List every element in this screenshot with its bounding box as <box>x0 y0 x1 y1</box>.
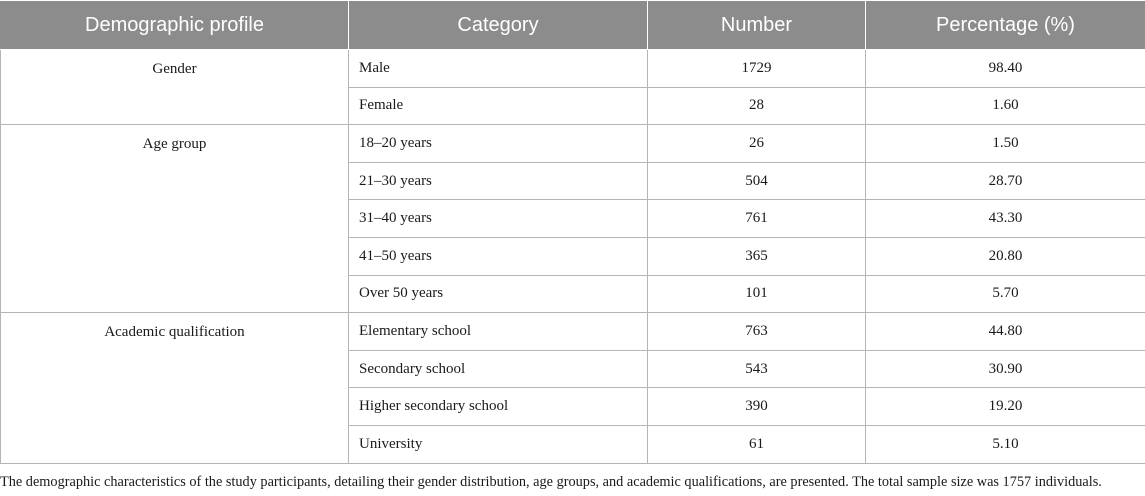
category-cell: Secondary school <box>349 350 648 388</box>
percentage-cell: 43.30 <box>866 200 1145 238</box>
group-label-gender: Gender <box>1 50 349 125</box>
number-cell: 26 <box>648 125 866 163</box>
percentage-cell: 44.80 <box>866 313 1145 351</box>
percentage-cell: 98.40 <box>866 50 1145 88</box>
number-cell: 101 <box>648 275 866 313</box>
number-cell: 763 <box>648 313 866 351</box>
table-header <box>1 1 1145 50</box>
category-cell: University <box>349 425 648 463</box>
category-cell: 31–40 years <box>349 200 648 238</box>
header-number: Number <box>648 1 866 50</box>
table-row <box>1 313 1145 351</box>
percentage-cell: 5.70 <box>866 275 1145 313</box>
category-cell: 41–50 years <box>349 237 648 275</box>
number-cell: 504 <box>648 162 866 200</box>
number-cell: 28 <box>648 87 866 125</box>
table-row <box>1 125 1145 163</box>
category-cell: Female <box>349 87 648 125</box>
percentage-cell: 1.60 <box>866 87 1145 125</box>
table-caption: The demographic characteristics of the study participants, detailing their gender distribution, age groups, and academic qualifications, are presented. The total sample size was 1757 individuals. <box>0 474 1102 490</box>
percentage-cell: 30.90 <box>866 350 1145 388</box>
percentage-cell: 5.10 <box>866 425 1145 463</box>
number-cell: 390 <box>648 388 866 426</box>
number-cell: 761 <box>648 200 866 238</box>
category-cell: Higher secondary school <box>349 388 648 426</box>
category-cell: 21–30 years <box>349 162 648 200</box>
percentage-cell: 20.80 <box>866 237 1145 275</box>
header-percentage: Percentage (%) <box>866 1 1145 50</box>
number-cell: 61 <box>648 425 866 463</box>
category-cell: Over 50 years <box>349 275 648 313</box>
number-cell: 543 <box>648 350 866 388</box>
category-cell: Elementary school <box>349 313 648 351</box>
number-cell: 365 <box>648 237 866 275</box>
number-cell: 1729 <box>648 50 866 88</box>
category-cell: 18–20 years <box>349 125 648 163</box>
category-cell: Male <box>349 50 648 88</box>
header-demographic-profile: Demographic profile <box>1 1 349 50</box>
group-label-academic-qualification: Academic qualification <box>1 313 349 463</box>
table-row <box>1 50 1145 88</box>
percentage-cell: 1.50 <box>866 125 1145 163</box>
header-category: Category <box>349 1 648 50</box>
table-body <box>1 50 1145 464</box>
percentage-cell: 19.20 <box>866 388 1145 426</box>
group-label-age-group: Age group <box>1 125 349 313</box>
header-row <box>1 1 1145 50</box>
percentage-cell: 28.70 <box>866 162 1145 200</box>
